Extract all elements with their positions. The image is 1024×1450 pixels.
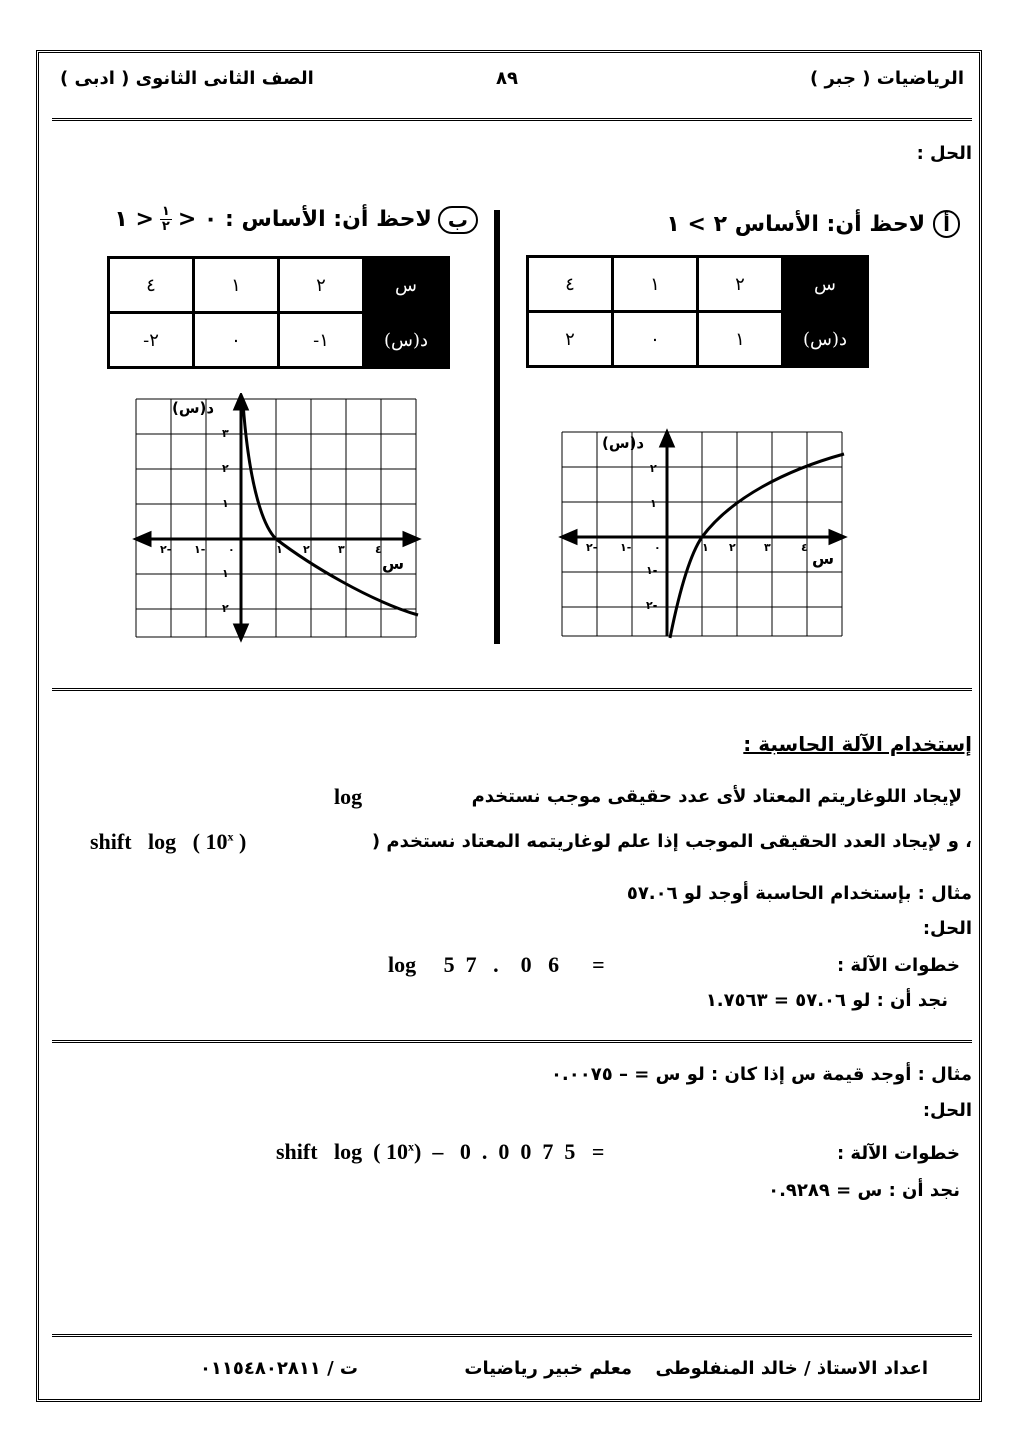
y-tick: ١ [222,497,229,510]
graph-y-label: د(س) [172,399,215,417]
calculator-title: إستخدام الآلة الحاسبة : [743,732,972,756]
y-tick: ٣ [222,427,229,440]
example2-title: مثال : أوجد قيمة س إذا كان : لو س = – ٠.٠٠٧٥ [550,1064,972,1085]
part-a-note: لاحظ أن: الأساس ٢ > ١ [666,211,926,237]
table-cell: ٤ [109,258,194,313]
table-cell: ٢ [698,257,783,312]
example1-solution: الحل: [922,918,972,939]
x-tick: ٠ [654,541,661,554]
x-tick: ١- [194,543,206,556]
table-head-fx: د(س) [364,313,449,368]
part-a-value-table [526,255,869,368]
example2-keys-a: shift log ( 10 [276,1139,408,1164]
table-cell: ٢ [528,312,613,367]
x-tick: ٣ [764,541,771,554]
x-tick: ٢ [303,543,310,556]
page-number: ٨٩ [496,68,518,89]
example2-result: نجد أن : س = ٠.٩٢٨٩ [768,1180,960,1201]
footer-role: معلم خبير رياضيات [464,1358,632,1379]
shift-log-keys [90,829,246,855]
log-key-label: log [334,784,363,809]
table-cell: ٢ [279,258,364,313]
footer-rule [52,1334,972,1337]
footer-phone: ت / ٠١١٥٤٨٠٢٨١١ [199,1358,358,1379]
x-tick: ٢ [729,541,736,554]
table-cell: ٠ [194,313,279,368]
part-a-badge: أ [933,210,960,238]
y-tick: ٢ [222,602,229,615]
fraction-denominator: ٢ [161,219,170,234]
x-tick: ٢- [160,543,172,556]
example2-solution: الحل: [922,1100,972,1121]
y-tick: ٢ [650,462,657,475]
grade-title: الصف الثانى الثانوى ( ادبى ) [60,68,314,89]
part-b-note: لاحظ أن: الأساس : ٠ < [177,207,432,232]
y-tick: ١ [222,567,229,580]
example2-keys-b: ) – 0 . 0 0 7 5 = [414,1139,605,1164]
exponent-x: x [227,829,234,844]
table-head-fx: د(س) [783,312,868,367]
y-tick: ١ [650,497,657,510]
part-b-heading [114,205,478,234]
x-tick: ١- [620,541,632,554]
x-tick: ١ [276,543,283,556]
x-tick: ٣ [338,543,345,556]
y-tick: ١- [646,564,658,577]
example1-result: نجد أن : لو ٥٧.٠٦ = ١.٧٥٦٣ [705,990,948,1011]
close-paren: ) [239,829,247,854]
table-head-x: س [364,258,449,313]
x-tick: ٤ [801,541,808,554]
table-cell: ٠ [613,312,698,367]
example2-keys [276,1139,604,1165]
part-b-value-table [107,256,450,369]
table-cell: ٢- [109,313,194,368]
calculator-line1: لإيجاد اللوغاريتم المعتاد لأى عدد حقيقى موجب نستخدم [471,786,962,807]
x-tick: ١ [702,541,709,554]
section-rule [52,688,972,691]
table-head-x: س [783,257,868,312]
vertical-divider [494,210,500,644]
table-cell: ١ [613,257,698,312]
example1-keys: log 5 7 . 0 6 = [388,952,605,977]
x-tick: ٠ [228,543,235,556]
table-cell: ٤ [528,257,613,312]
y-tick: ٢- [646,599,658,612]
part-a-heading [666,210,960,238]
graph-y-label: د(س) [602,434,645,452]
graph-x-label: س [812,549,835,568]
subject-title: الرياضيات ( جبر ) [809,68,964,89]
section-rule [52,1040,972,1043]
fraction-numerator: ١ [161,204,170,219]
y-tick: ٢ [222,462,229,475]
fraction [160,205,172,234]
table-cell: ١- [279,313,364,368]
exponent-x: x [408,1139,414,1154]
example1-steps-label: خطوات الآلة : [836,955,960,976]
example2-steps-label: خطوات الآلة : [836,1143,960,1164]
part-b-badge: ب [438,206,478,234]
part-a-graph [556,428,848,644]
part-b-note-tail: < ١ [114,207,154,232]
x-tick: ٢- [586,541,598,554]
calculator-line2: ، و لإيجاد العدد الحقيقى الموجب إذا علم لوغاريتمه المعتاد نستخدم ( [371,831,972,852]
table-cell: ١ [698,312,783,367]
solution-label: الحل : [916,143,972,164]
part-b-graph [130,393,422,645]
header-rule [52,118,972,121]
shift-log-text: shift log ( 10 [90,829,228,854]
example1-title: مثال : بإستخدام الحاسبة أوجد لو ٥٧.٠٦ [626,883,972,904]
x-tick: ٤ [375,543,382,556]
footer-author: اعداد الاستاذ / خالد المنفلوطى [655,1358,928,1379]
table-cell: ١ [194,258,279,313]
graph-x-label: س [382,554,405,573]
